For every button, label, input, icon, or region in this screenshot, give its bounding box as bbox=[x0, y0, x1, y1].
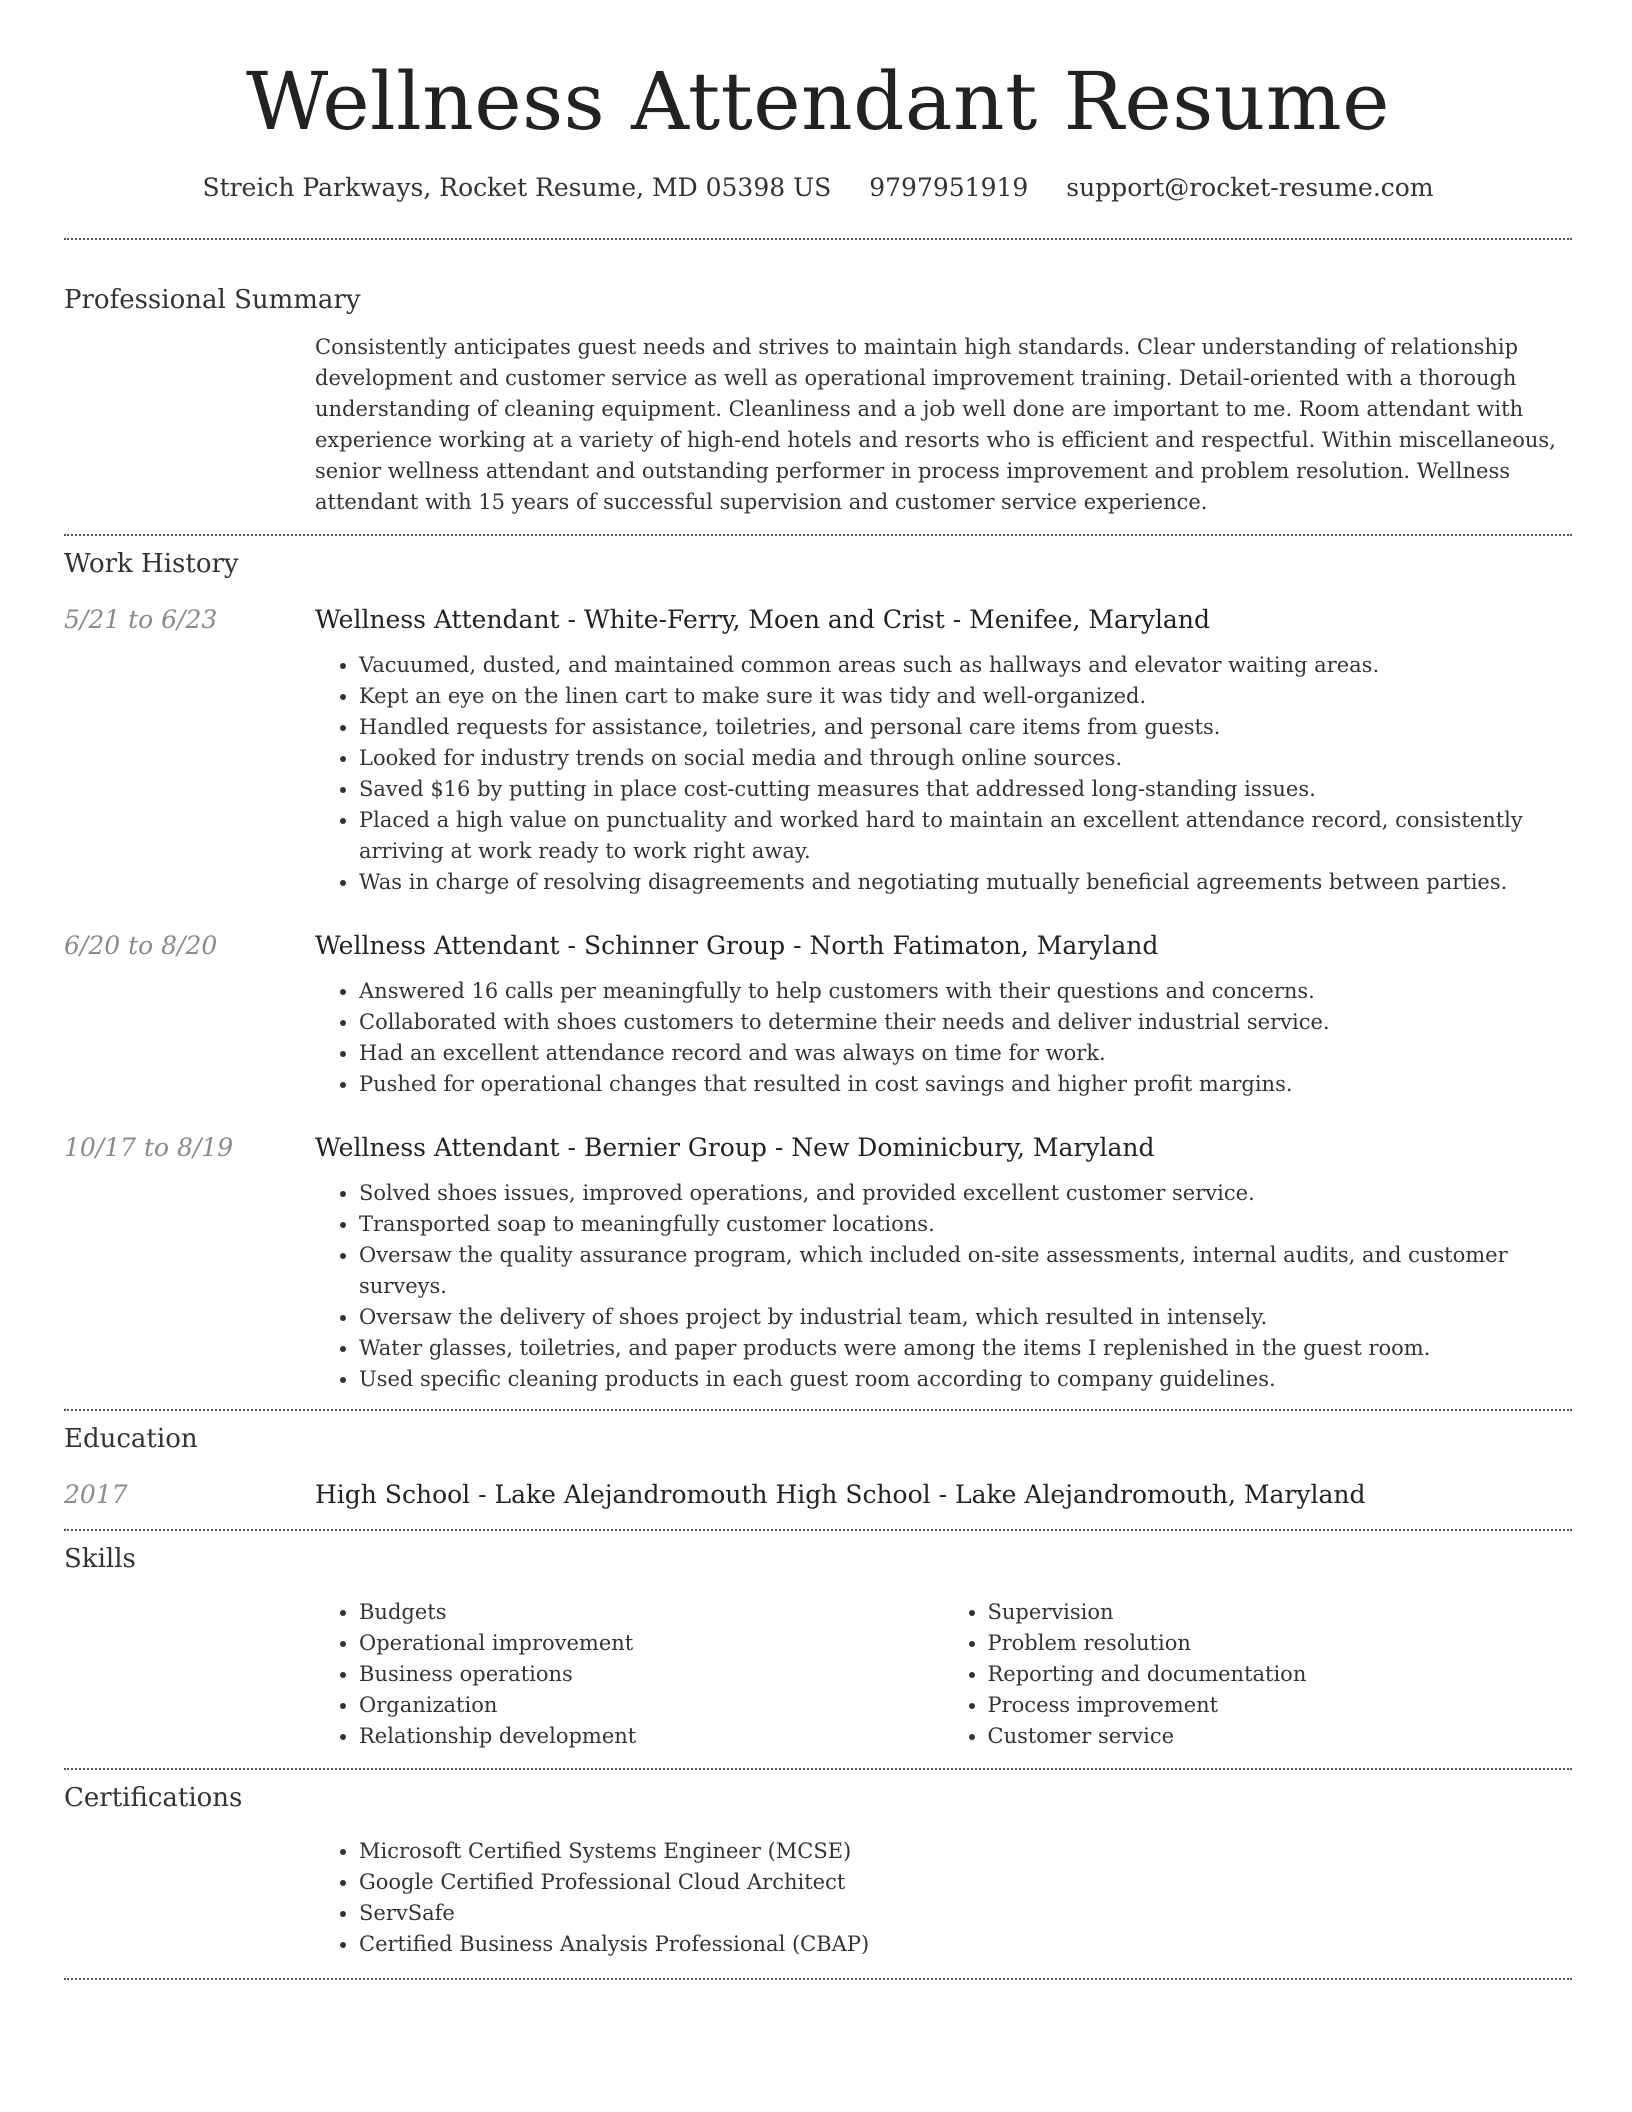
skill-item: • Customer service bbox=[988, 1721, 1573, 1752]
bullet-item: • Was in charge of resolving disagreements and negotiating mutually beneficial agreements between parties. bbox=[359, 867, 1572, 898]
certification-item: • Google Certified Professional Cloud Architect bbox=[359, 1867, 1572, 1898]
skill-item: • Organization bbox=[359, 1690, 944, 1721]
job-title: Wellness Attendant - Bernier Group - New Dominicbury, Maryland bbox=[315, 1133, 1155, 1162]
divider bbox=[64, 1768, 1572, 1770]
skill-item: • Supervision bbox=[988, 1597, 1573, 1628]
section-heading-work: Work History bbox=[64, 549, 239, 579]
bullet-item: • Pushed for operational changes that resulted in cost savings and higher profit margins. bbox=[359, 1069, 1572, 1100]
job-entry bbox=[64, 602, 1572, 898]
certifications-spacer bbox=[64, 1836, 315, 1960]
certification-item: • Microsoft Certified Systems Engineer (MCSE) bbox=[359, 1836, 1572, 1867]
contact-phone: 9797951919 bbox=[869, 173, 1029, 202]
skills-row bbox=[64, 1597, 1572, 1752]
contact-email: support@rocket-resume.com bbox=[1066, 173, 1434, 202]
skill-item: • Problem resolution bbox=[988, 1628, 1573, 1659]
skill-item: • Relationship development bbox=[359, 1721, 944, 1752]
job-entry bbox=[64, 1130, 1572, 1395]
section-heading-summary: Professional Summary bbox=[64, 285, 361, 315]
bullet-item: • Placed a high value on punctuality and worked hard to maintain an excellent attendance record, consistently arriving at work ready to work right away. bbox=[359, 805, 1572, 867]
bullet-item: • Collaborated with shoes customers to determine their needs and deliver industrial service. bbox=[359, 1007, 1572, 1038]
bullet-item: • Had an excellent attendance record and was always on time for work. bbox=[359, 1038, 1572, 1069]
skills-spacer bbox=[64, 1597, 315, 1752]
divider bbox=[64, 1409, 1572, 1411]
summary-text: Consistently anticipates guest needs and strives to maintain high standards. Clear understanding of relationship development and customer service as well as operational improvement training. Detail-oriented with a thorough understanding of cleaning equipment. Cleanliness and a job well done are important to me. Room attendant with experience working at a variety of high-end hotels and resorts who is efficient and respectful. Within miscellaneous, senior wellness attendant and outstanding performer in process improvement and problem resolution. Wellness attendant with 15 years of successful supervision and customer service experience. bbox=[315, 335, 1556, 514]
skills-column-2 bbox=[944, 1597, 1573, 1752]
section-heading-skills: Skills bbox=[64, 1544, 136, 1574]
certification-item: • Certified Business Analysis Professional (CBAP) bbox=[359, 1929, 1572, 1960]
bullet-item: • Transported soap to meaningfully customer locations. bbox=[359, 1209, 1572, 1240]
certification-item: • ServSafe bbox=[359, 1898, 1572, 1929]
skill-item: • Reporting and documentation bbox=[988, 1659, 1573, 1690]
job-bullets bbox=[315, 650, 1572, 898]
bullet-item: • Water glasses, toiletries, and paper products were among the items I replenished in the guest room. bbox=[359, 1333, 1572, 1364]
education-year: 2017 bbox=[64, 1480, 128, 1509]
education-details: High School - Lake Alejandromouth High School - Lake Alejandromouth, Maryland bbox=[315, 1480, 1366, 1509]
job-entry bbox=[64, 928, 1572, 1100]
bullet-item: • Used specific cleaning products in each guest room according to company guidelines. bbox=[359, 1364, 1572, 1395]
job-bullets bbox=[315, 976, 1572, 1100]
bullet-item: • Saved $16 by putting in place cost-cutting measures that addressed long-standing issues. bbox=[359, 774, 1572, 805]
skill-item: • Business operations bbox=[359, 1659, 944, 1690]
resume-page bbox=[64, 0, 1572, 1980]
bullet-item: • Looked for industry trends on social media and through online sources. bbox=[359, 743, 1572, 774]
certifications-list bbox=[315, 1836, 1572, 1960]
section-heading-education: Education bbox=[64, 1424, 198, 1454]
skill-item: • Operational improvement bbox=[359, 1628, 944, 1659]
divider bbox=[64, 238, 1572, 240]
bullet-item: • Oversaw the delivery of shoes project by industrial team, which resulted in intensely. bbox=[359, 1302, 1572, 1333]
summary-row bbox=[64, 332, 1572, 518]
job-dates: 10/17 to 8/19 bbox=[64, 1133, 234, 1162]
bullet-item: • Solved shoes issues, improved operations, and provided excellent customer service. bbox=[359, 1178, 1572, 1209]
divider bbox=[64, 1529, 1572, 1531]
section-heading-certifications: Certifications bbox=[64, 1783, 243, 1813]
job-dates: 5/21 to 6/23 bbox=[64, 605, 218, 634]
resume-title: Wellness Attendant Resume bbox=[245, 55, 1391, 148]
bullet-item: • Handled requests for assistance, toiletries, and personal care items from guests. bbox=[359, 712, 1572, 743]
skills-grid bbox=[315, 1597, 1572, 1752]
skill-item: • Process improvement bbox=[988, 1690, 1573, 1721]
divider bbox=[64, 534, 1572, 536]
skills-column-1 bbox=[315, 1597, 944, 1752]
bullet-item: • Answered 16 calls per meaningfully to help customers with their questions and concerns. bbox=[359, 976, 1572, 1007]
divider bbox=[64, 1978, 1572, 1980]
job-title: Wellness Attendant - White-Ferry, Moen and Crist - Menifee, Maryland bbox=[315, 605, 1210, 634]
education-entry bbox=[64, 1477, 1572, 1513]
job-title: Wellness Attendant - Schinner Group - North Fatimaton, Maryland bbox=[315, 931, 1159, 960]
bullet-item: • Kept an eye on the linen cart to make sure it was tidy and well-organized. bbox=[359, 681, 1572, 712]
bullet-item: • Oversaw the quality assurance program, which included on-site assessments, internal audits, and customer surveys. bbox=[359, 1240, 1572, 1302]
job-bullets bbox=[315, 1178, 1572, 1395]
job-dates: 6/20 to 8/20 bbox=[64, 931, 218, 960]
summary-spacer bbox=[64, 332, 315, 518]
skill-item: • Budgets bbox=[359, 1597, 944, 1628]
bullet-item: • Vacuumed, dusted, and maintained common areas such as hallways and elevator waiting areas. bbox=[359, 650, 1572, 681]
contact-line bbox=[64, 170, 1572, 206]
contact-address: Streich Parkways, Rocket Resume, MD 05398 US bbox=[202, 173, 832, 202]
certifications-row bbox=[64, 1836, 1572, 1960]
